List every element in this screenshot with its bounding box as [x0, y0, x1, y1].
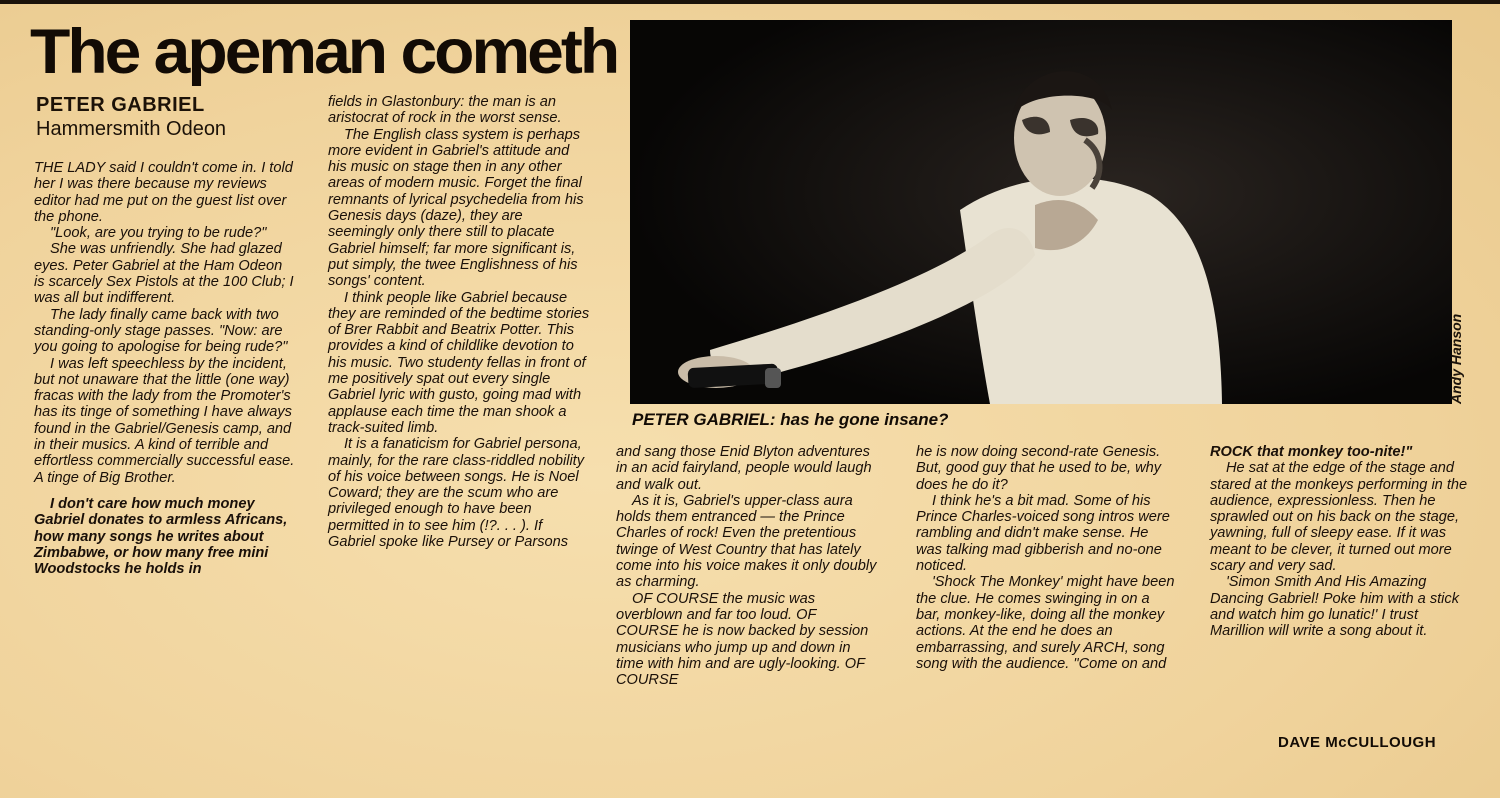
paragraph: She was unfriendly. She had glazed eyes. Peter Gabriel at the Ham Odeon is scarcely Sex Pistols at the 100 Club; I was all but indifferent.: [34, 241, 294, 307]
paragraph: and sang those Enid Blyton adventures in an acid fairyland, people would laugh and walk out.: [616, 444, 872, 493]
paragraph: As it is, Gabriel's upper-class aura holds them entranced — the Prince Charles of rock! Even the pretentious twinge of West Country that has lately come into his voice makes it only doubly as charming.: [616, 492, 877, 591]
paragraph: The lady finally came back with two standing-only stage passes. "Now: are you going to apologise for being rude?": [34, 306, 288, 356]
article-column-3: [616, 444, 882, 688]
paragraph: I don't care how much money Gabriel donates to armless Africans, how many songs he writes about Zimbabwe, or how many free mini Woodstocks he holds in: [34, 495, 288, 578]
article-column-4: [916, 444, 1176, 672]
paragraph: OF COURSE the music was overblown and far too loud. OF COURSE he is now backed by session musicians who jump up and down in time with him and are ugly-looking. OF COURSE: [616, 590, 869, 689]
paragraph: "Look, are you trying to be rude?": [50, 225, 267, 242]
review-subject: PETER GABRIEL: [36, 94, 205, 116]
headline: The apeman cometh: [30, 15, 618, 87]
concert-photo: [630, 20, 1452, 404]
paragraph: The English class system is perhaps more evident in Gabriel's attitude and his music on stage then in any other areas of modern music. Forget the final remnants of lyrical psychedelia from his Genesis days (daze), they are seemingly only there still to placate Gabriel himself; far more significant is, put simply, the twee Englishness of his songs' content.: [328, 126, 584, 290]
paragraph: THE LADY said I couldn't come in. I told her I was there because my reviews editor had me put on the guest list over the phone.: [34, 160, 293, 225]
performer-photo-illustration: [630, 20, 1452, 404]
paragraph: he is now doing second-rate Genesis. But, good guy that he used to be, why does he do it?: [916, 444, 1162, 493]
paragraph: He sat at the edge of the stage and stared at the monkeys performing in the audience, expressionless. Then he sprawled out on his back on the stage, yawning, full of sleepy ease. If it was meant to be clever, it turned out more scary and very sad.: [1210, 460, 1468, 575]
paragraph: ROCK that monkey too-nite!": [1210, 444, 1413, 460]
paragraph: 'Shock The Monkey' might have been the clue. He comes swinging in on a bar, monkey-like, doing all the monkey actions. At the end he does an embarrassing, and surely ARCH, song song with the audience. "Come on and: [916, 574, 1175, 672]
paragraph: 'Simon Smith And His Amazing Dancing Gabriel! Poke him with a stick and watch him go lunatic!' I trust Marillion will write a song about it.: [1210, 574, 1460, 640]
paragraph: I was left speechless by the incident, but not unaware that the little (one way) fracas with the lady from the Promoter's has its tinge of something I have always found in the Gabriel/Genesis camp, and in their musics. A kind of terrible and effortless commercially successful ease. A tinge of Big Brother.: [34, 355, 295, 486]
review-venue: Hammersmith Odeon: [36, 118, 227, 140]
article-column-1: [34, 160, 296, 577]
article-column-5: [1210, 444, 1472, 640]
author-signoff: DAVE McCULLOUGH: [1278, 734, 1437, 751]
paragraph: I think he's a bit mad. Some of his Prince Charles-voiced song intros were rambling and didn't make sense. He was talking mad gibberish and no-one noticed.: [916, 492, 1170, 575]
paragraph: It is a fanaticism for Gabriel persona, mainly, for the rare class-riddled nobility of his voice between songs. He is Noel Coward; they are the scum who are privileged enough to have been permitted in to see him (!?. . . ). If Gabriel spoke like Pursey or Parsons: [328, 436, 585, 551]
article-column-2: [328, 94, 590, 550]
photo-caption: PETER GABRIEL: has he gone insane?: [632, 410, 949, 429]
top-rule: [0, 0, 1500, 4]
paragraph: fields in Glastonbury: the man is an aristocrat of rock in the worst sense.: [328, 94, 562, 127]
paragraph: I think people like Gabriel because they are reminded of the bedtime stories of Brer Rabbit and Beatrix Potter. This provides a kind of childlike devotion to his music. Two studenty fellas in front of me positively spat out every single Gabriel lyric with gusto, going mad with applause each time the man shook a track-suited limb.: [328, 289, 590, 436]
photo-credit: Andy Hanson: [1448, 313, 1464, 404]
